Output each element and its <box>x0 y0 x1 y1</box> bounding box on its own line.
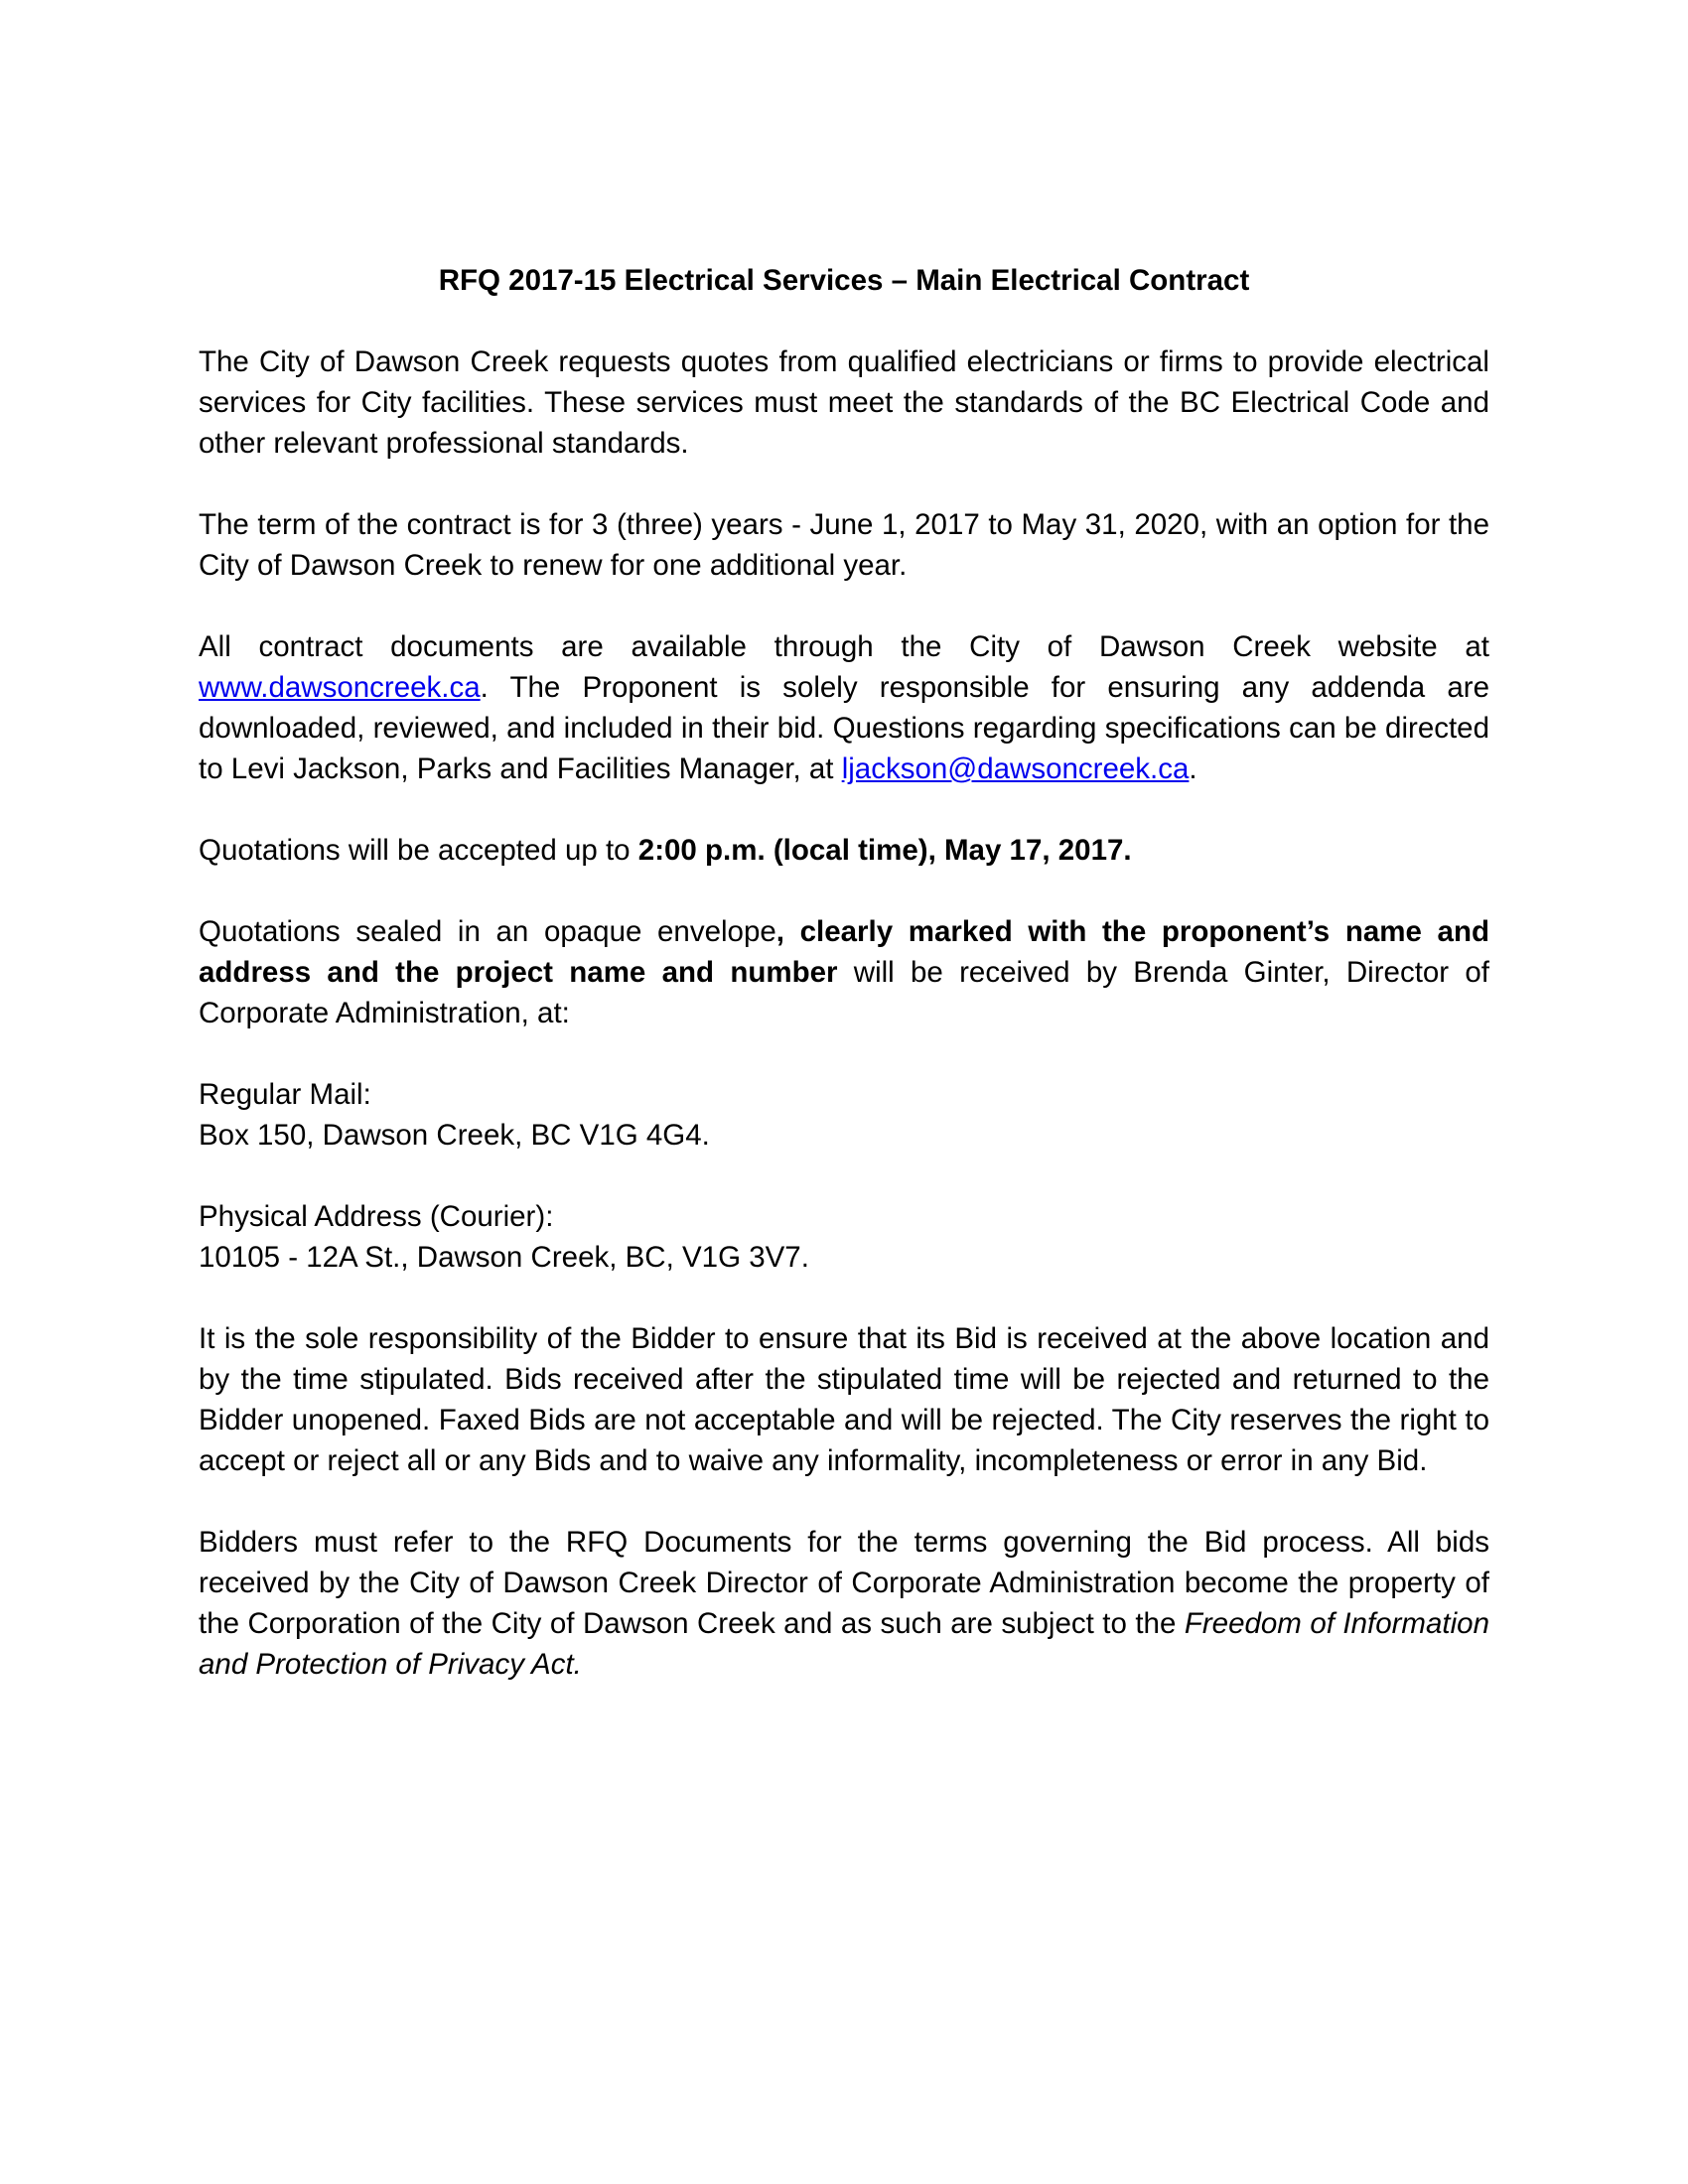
regular-mail-label: Regular Mail: <box>199 1078 371 1111</box>
intro-paragraph: The City of Dawson Creek requests quotes from qualified electricians or firms to provide electrical services for City facilities. These services must meet the standards of the BC Electrical Code and other relevant professional standards. <box>199 345 1489 460</box>
rfq-documents-text: Bidders must refer to the RFQ Documents for the terms governing the Bid process. All bids received by the City of Dawson Creek Director of Corporate Administration become the property of the Corporation of the City of Dawson Creek and as such are subject to the <box>199 1526 1489 1640</box>
physical-address-label: Physical Address (Courier): <box>199 1200 554 1233</box>
documents-text-1: All contract documents are available through the City of Dawson Creek website at <box>199 630 1489 663</box>
deadline-intro: Quotations will be accepted up to <box>199 834 638 867</box>
deadline-time: 2:00 p.m. (local time), May 17, 2017. <box>637 834 1132 867</box>
email-link[interactable]: ljackson@dawsoncreek.ca <box>841 752 1190 785</box>
documents-text-2: . The Proponent is solely responsible for ensuring any addenda are downloaded, reviewed, and included in their bid. Questions regarding specifications can be directed to Levi Jackson, Parks and Facilities Manager, at <box>199 671 1489 785</box>
regular-mail-address: Box 150, Dawson Creek, BC V1G 4G4. <box>199 1119 710 1152</box>
submission-text-1: Quotations sealed in an opaque envelope <box>199 915 776 948</box>
rfq-documents-paragraph <box>199 1522 1489 1685</box>
submission-bold-text: , clearly marked with the proponent’s name and address and the project name and number <box>199 915 1489 989</box>
documents-text-3: . <box>1189 752 1197 785</box>
submission-paragraph <box>199 911 1489 1033</box>
regular-mail-block <box>199 1074 1489 1156</box>
document-page <box>199 260 1489 1725</box>
deadline-paragraph <box>199 830 1489 871</box>
physical-address-value: 10105 - 12A St., Dawson Creek, BC, V1G 3V7. <box>199 1241 809 1274</box>
bidder-responsibility-paragraph: It is the sole responsibility of the Bidder to ensure that its Bid is received at the above location and by the time stipulated. Bids received after the stipulated time will be rejected and returned to the Bidder unopened. Faxed Bids are not acceptable and will be rejected. The City reserves the right to accept or reject all or any Bids and to waive any informality, incompleteness or error in any Bid. <box>199 1322 1489 1477</box>
contract-term-paragraph: The term of the contract is for 3 (three) years - June 1, 2017 to May 31, 2020, with an option for the City of Dawson Creek to renew for one additional year. <box>199 508 1489 582</box>
documents-paragraph <box>199 626 1489 789</box>
document-title: RFQ 2017-15 Electrical Services – Main Electrical Contract <box>438 264 1250 297</box>
submission-text-2: will be received by Brenda Ginter, Director of Corporate Administration, at: <box>199 956 1489 1029</box>
website-link[interactable]: www.dawsoncreek.ca <box>199 671 481 704</box>
privacy-act-name: Freedom of Information and Protection of Privacy Act. <box>199 1607 1489 1681</box>
physical-address-block <box>199 1196 1489 1278</box>
